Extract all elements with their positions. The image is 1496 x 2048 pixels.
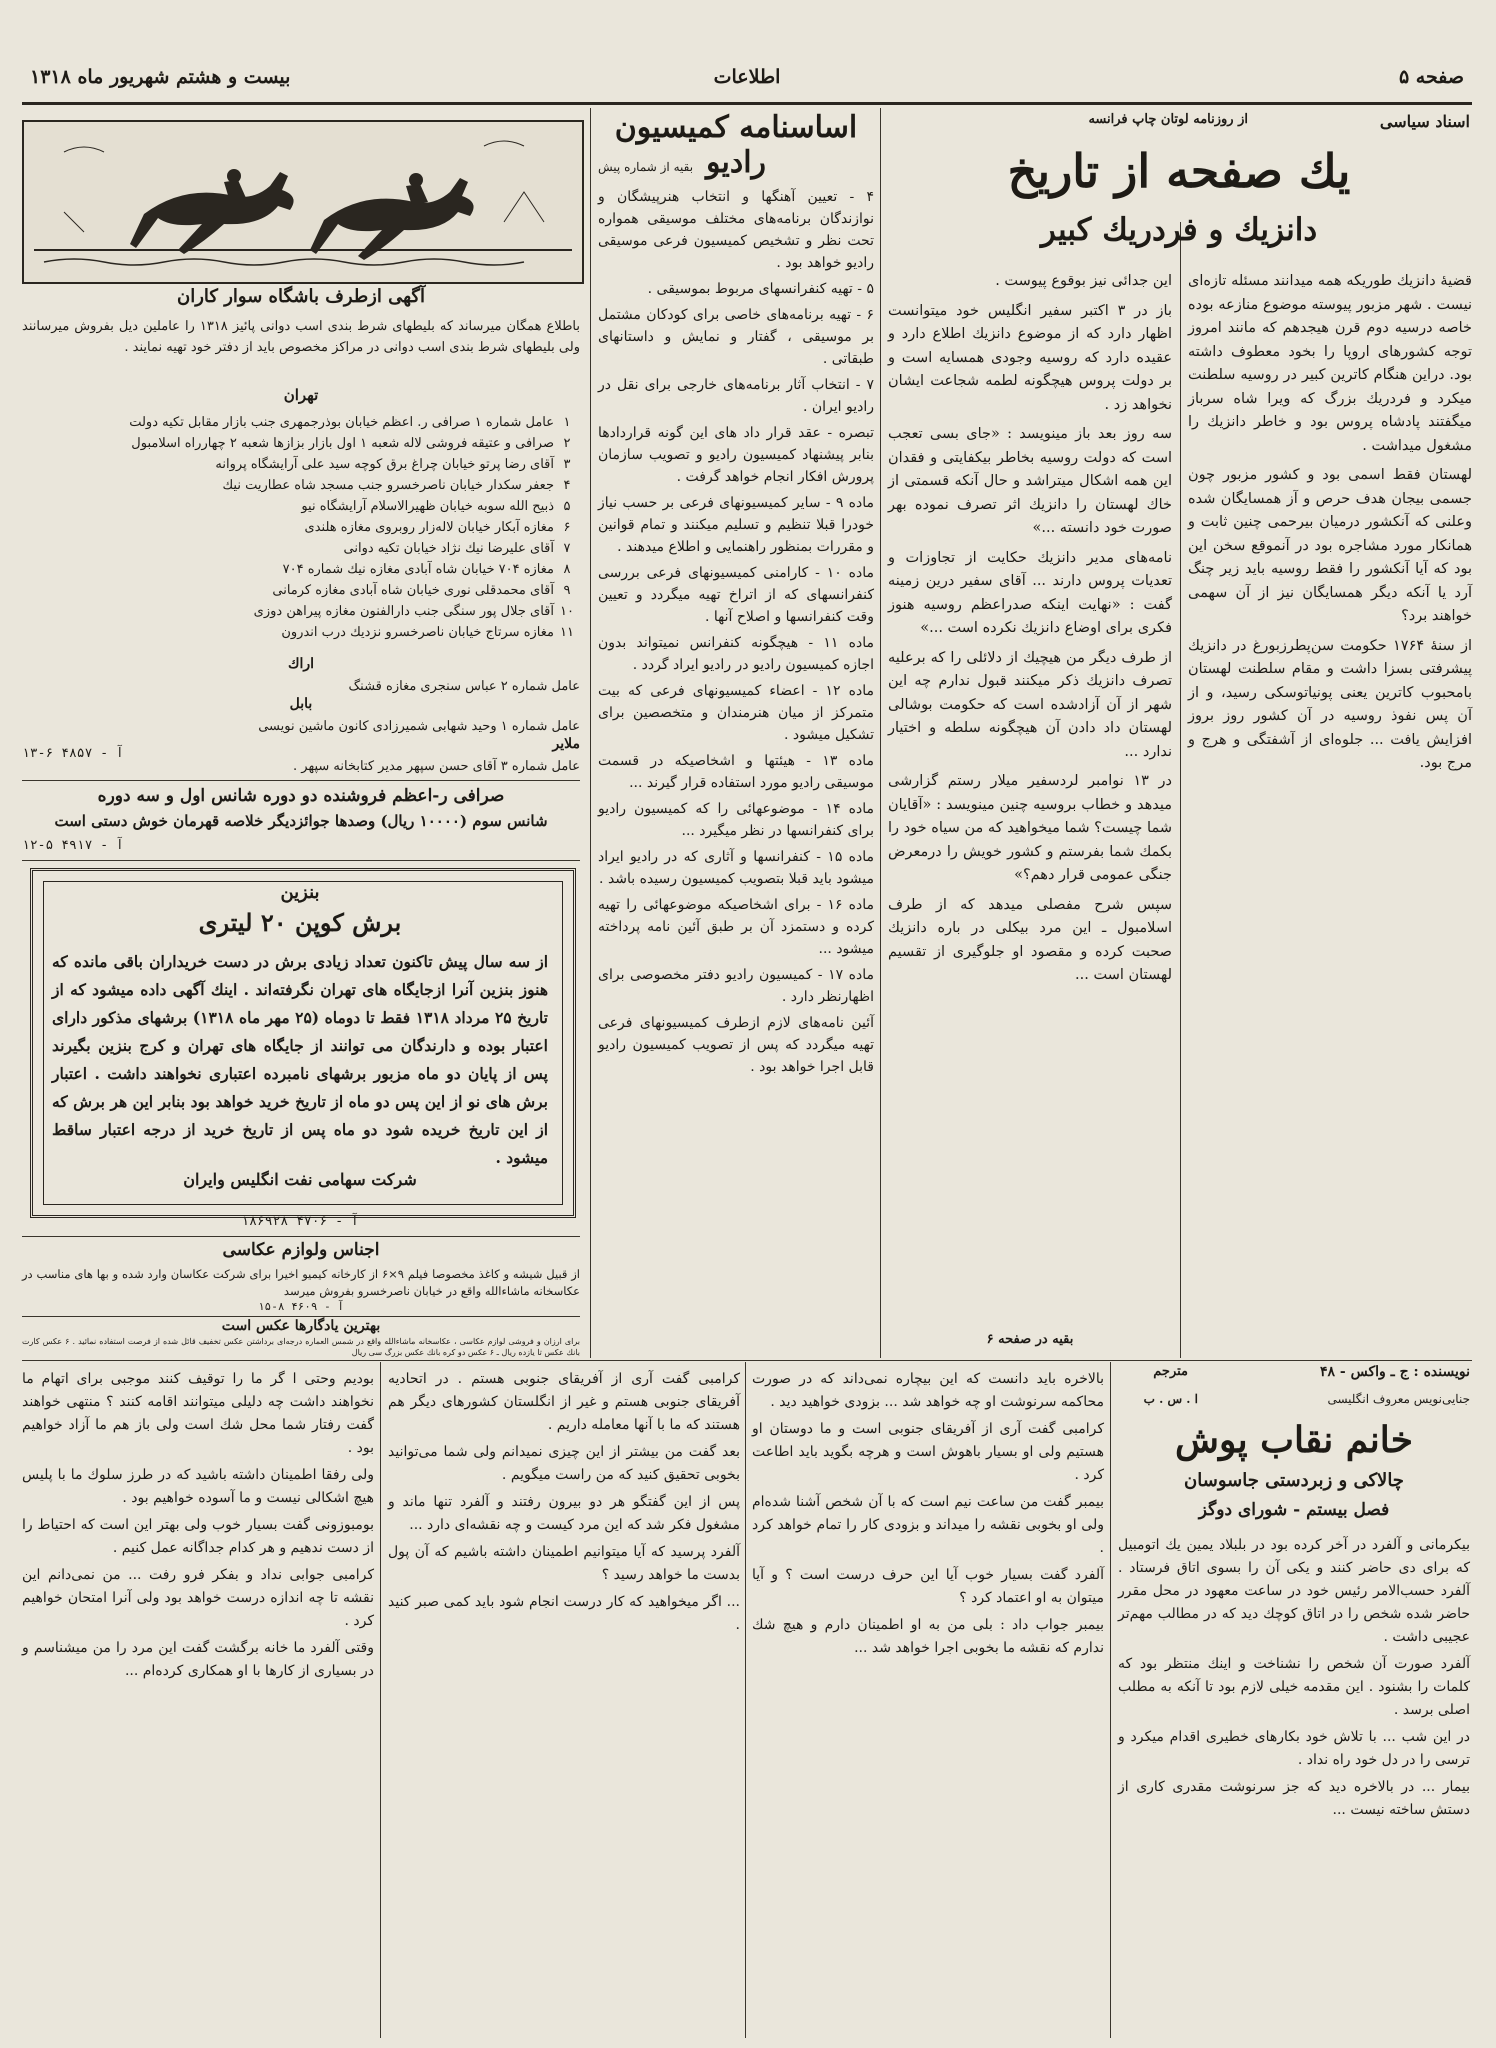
article-subhead: دانزیك و فردریك كبیر	[1040, 212, 1318, 248]
horse-ad-text: باطلاع همگان میرساند كه بلیطهای شرط بندی اسب دوانی پائیز ۱۳۱۸ را عاملین دیل بفروش میرسانند ولی بلیطهای شرط بندی اسب دوانی در مراكز مخصوص باید از دفتر خود تهیه نمایند .	[22, 319, 580, 355]
ad-code: آ - ۴۶۰۹ ۸-۱۵	[257, 1300, 345, 1313]
section-label: اسناد سیاسی	[1379, 112, 1470, 131]
paragraph: در ۱۳ نوامبر لردسفیر میلار رستم گزارشی میدهد و خطاب بروسیه چنین مینویسد : «آقایان شما چیست؟ شما میخواهید كه من سیاه خود را بكمك شما بفرستم و كشور خویش را درمعرض جنگی عمومی قرار دهم؟»	[888, 773, 1172, 883]
list-item	[22, 601, 580, 622]
serial-author-note: جنایی‌نویس معروف انگلیسی	[1327, 1392, 1470, 1406]
source-label: از روزنامه لوتان چاپ فرانسه	[1088, 112, 1248, 127]
paragraph: سه روز بعد باز مینویسد : «جای بسی تعجب است كه دولت روسیه بخاطر بیكفایتی و فقدان این همه اشكال میتراشد و حال آنكه قسمتی از خاك لهستان را دانزیك اثر تصرف نموده بهر صورت خود دانسته ...»	[888, 426, 1172, 536]
issue-date: بیست و هشتم شهریور ماه ۱۳۱۸	[30, 66, 291, 88]
paragraph: بعد گفت من بیشتر از این چیزی نمیدانم ولی شما می‌توانید بخوبی تحقیق كنید كه من راست میگویم .	[388, 1444, 740, 1483]
continued-note: بقیه در صفحه ۶	[986, 1332, 1074, 1347]
page-number: صفحه ۵	[1398, 66, 1464, 88]
malayer-text: عامل شماره ۳ آقای حسن سپهر مدیر كتابخانه سپهر .	[293, 759, 580, 774]
paragraph: ماده ۱۷ - كمیسیون رادیو دفتر مخصوصی برای اظهارنظر دارد .	[598, 967, 874, 1005]
item-text: صرافی و عتیقه فروشی لاله شعبه ۱ اول بازار بزازها شعبه ۲ چهارراه اسلامبول	[131, 436, 554, 451]
item-number: ۱۱	[560, 625, 574, 640]
paragraph: بیمبر گفت من ساعت نیم است كه با آن شخص آشنا شده‌ام ولی او بخوبی نقشه را میداند و بزودی كار را تمام خواهد كرد .	[752, 1494, 1104, 1556]
paragraph: بیمار ... در بالاخره دید كه جز سرنوشت مقدری كاری از دستش ساخته نیست ...	[1118, 1779, 1470, 1818]
petrol-headline: برش كوپن ۲۰ لیتری	[198, 908, 402, 937]
item-text: عامل شماره ۱ صرافی ر. اعظم خیابان بوذرجمهری جنب بازار مقابل تكیه دولت	[129, 415, 554, 430]
paragraph: كرامبی گفت آری از آفریقای جنوبی است و ما دوستان او هستیم ولی او بسیار باهوش است و هرچه بگوید باید اطاعت كرد .	[752, 1421, 1104, 1483]
photo-supplies-text: از قبیل شیشه و كاغذ مخصوصا فیلم ۹×۶ از كارخانه كیمیو اخیرا برای شركت عكاسان وارد شده و بها های مناسب در عكاسخانه ماشاءالله واقع در خیابان ناصرخسرو بفروش میرسد	[22, 1267, 580, 1298]
item-number: ۱۰	[560, 604, 574, 619]
divider-right	[1180, 222, 1181, 1358]
paragraph: قضیهٔ دانزیك طوریكه همه میدانند مسئله تازه‌ای نیست . شهر مزبور پیوسته موضوع منازعه بوده خاصه درسیه دوم قرن هیجدهم كه مانند امروز توجه كشورهای اروپا را بخود معطوف داشته بود. دراین هنگام كاترین كبیر در روسیه سلطنت میكرد و فردریك بزرگ كه ویرا شاه سرباز میگفتند پادشاه پروس بود و خاطر دانزیك را مشغول میداشت .	[1188, 273, 1472, 454]
divider	[745, 1362, 746, 2038]
paragraph: ۷ - انتخاب آثار برنامه‌های خارجی برای نقل در رادیو ایران .	[598, 377, 874, 415]
item-number: ۸	[563, 562, 571, 577]
list-item	[22, 559, 580, 580]
paragraph: ماده ۱۳ - هیئتها و اشخاصیكه در قسمت موسیقی رادیو مورد استفاده قرار گیرند ...	[598, 753, 874, 791]
item-text: آقای جلال پور سنگی جنب دارالفنون مغازه پیراهن دوزی	[253, 604, 554, 619]
paragraph: كرامبی جوابی نداد و بفكر فرو رفت ... من نمی‌دانم این نقشه تا چه اندازه درست خواهد بود ولی آنرا امتحان خواهیم كرد .	[22, 1567, 374, 1629]
history-column-right	[1188, 270, 1472, 776]
serial-chapter: فصل بیستم - شورای دوگز	[1198, 1500, 1390, 1520]
paragraph: از سنهٔ ۱۷۶۴ حكومت سن‌پطرزبورغ در دانزیك پیشرفتی بسزا داشت و مقام سلطنت لهستان بامحبوب كاترین یعنی پونیاتوسكی رسید، و از آن پس نفوذ روسیه در آن كشور روز بروز افزایش یافت ... جلوه‌ای از آشفتگی و هرج و مرج بود.	[1188, 637, 1472, 771]
radio-body	[598, 186, 874, 1078]
paragraph: بیكرمانی و آلفرد در آخر كرده بود در بلبلاد یمین یك اتومبیل كه برای دی حاضر كنند و یکی آن را بسوی اتاق فرستاد . آلفرد حسب‌الامر رئیس خود در ساعت معهود در محل مقرر حاضر شده شخص را در اتاق كوچك دید كه در مطالب مهم‌تر عجیبی داشت .	[1118, 1537, 1470, 1645]
item-text: آقای رضا پرتو خیابان چراغ برق كوچه سید علی آرایشگاه پروانه	[215, 457, 554, 472]
paper-name: اطلاعات	[713, 66, 781, 88]
paragraph: آئین نامه‌های لازم ازطرف كمیسیونهای فرعی تهیه میگردد كه پس از تصویب كمیسیون رادیو قابل اجرا خواهد بود .	[598, 1015, 874, 1075]
arak-label: اراك	[287, 656, 315, 672]
serial-author: نویسنده : ج ـ واکس - ۴۸	[1320, 1364, 1470, 1380]
ad-code: آ - ۴۸۵۷ ۶-۱۳	[22, 746, 124, 761]
item-text: مغازه آبكار خیابان لاله‌زار روبروی مغازه هلندی	[304, 520, 554, 535]
paragraph: كرامبی گفت آری از آفریقای جنوبی هستم . در اتحادیه آفریقای جنوبی هستم و غیر از انگلستان كشورهای دیگر هم هستند كه ما با آنها معامله داریم .	[388, 1371, 740, 1433]
paragraph: آلفرد صورت آن شخص را نشناخت و اینك منتظر بود كه كلمات را بشنود . این مقدمه خیلی لازم بود تا آنكه به مطلب اصلی برسد .	[1118, 1656, 1470, 1718]
item-text: آقای علیرضا نیك نژاد خیابان تكیه دوانی	[343, 541, 554, 556]
rule	[22, 1316, 580, 1317]
item-number: ۶	[563, 520, 571, 535]
list-item	[22, 538, 580, 559]
serial-code: ا . س . ب	[1143, 1392, 1198, 1406]
paragraph: لهستان فقط اسمی بود و كشور مزبور چون جسمی بیجان هدف حرص و آز همسایگان شده وعلنی كه آنكشور درمیان بیرحمی چنین ثابت و همانكار مورد مشاجره بود در آنموقع سخن این بود كه آیا آنكشور را فقط روسیه باید زیر چنگ آرد یا آنكه دیگر همسایگان نیز از آن سهمی خواهند برد؟	[1188, 467, 1472, 624]
list-item	[22, 580, 580, 601]
paragraph: آلفرد پرسید كه آیا میتوانیم اطمینان داشته باشیم كه آن پول بدست ما خواهد رسید ؟	[388, 1544, 740, 1583]
list-item	[22, 412, 580, 433]
article-headline: یك صفحه از تاریخ	[1007, 144, 1351, 198]
serial-translator: مترجم	[1153, 1364, 1188, 1379]
paragraph: ۴ - تعیین آهنگها و انتخاب هنرپیشگان و نوازندگان برنامه‌های مختلف موسیقی همواره تحت نظر و تشخیص كمیسیون فرعی موسیقی رادیو خواهد بود .	[598, 189, 874, 271]
ad-code: آ - ۴۷۰۶ ۱۸۶۹۲۸	[241, 1214, 359, 1229]
sarrafi-line-2: شانس سوم (۱۰۰۰۰ ریال) وصدها جوائزدیگر خلاصه قهرمان خوش دستی است	[54, 812, 548, 830]
item-number: ۹	[563, 583, 571, 598]
paragraph: ولی رفقا اطمینان داشته باشید كه در طرز سلوك ما با پلیس هیچ اشكالی نیست و ما آسوده خواهیم بود .	[22, 1467, 374, 1506]
masthead-rule	[22, 102, 1472, 105]
serial-col-1	[1118, 1534, 1470, 1822]
rule	[22, 860, 580, 861]
photo-reminder-title: بهترین یادگارها عكس است	[221, 1318, 381, 1334]
tehran-label: تهران	[283, 386, 319, 404]
arak-text: عامل شماره ۲ عباس سنجری مغازه قشنگ	[348, 679, 580, 694]
paragraph: ماده ۱۲ - اعضاء كمیسیونهای فرعی كه بیت متمرکز از میان هنرمندان و متخصصین برای تشكیل میشود .	[598, 683, 874, 743]
item-text: مغازه ۷۰۴ خیابان شاه آبادی مغازه نیك شماره ۷۰۴	[282, 562, 554, 577]
paragraph: بیمبر جواب داد : بلی من به او اطمینان دارم و هیچ شك ندارم كه نقشه ما بخوبی اجرا خواهد شد ...	[752, 1617, 1104, 1656]
serial-rule	[22, 1360, 1472, 1361]
history-column-left	[888, 270, 1172, 988]
radio-continued-from: بقیه از شماره پیش	[598, 160, 694, 174]
item-number: ۳	[563, 457, 571, 472]
ad-code: آ - ۴۹۱۷ ۵-۱۲	[22, 838, 124, 853]
masthead	[22, 58, 1472, 102]
serial-subtitle: چالاکی و زبردستی جاسوسان	[1184, 1470, 1404, 1491]
paragraph: بودیم وحتی ا گر ما را توقیف كنند موجبی برای اتهام ما نخواهند داشت چه دلیلی میتوانند اقامه كنند ؟ منتهی خواهند گفت رفتار شما محل شك است ولی باز هم ما آزاد خواهیم بود .	[22, 1371, 374, 1456]
serial-col-4	[22, 1368, 374, 1683]
photo-supplies-title: اجناس ولوازم عكاسی	[222, 1240, 380, 1260]
paragraph: ماده ۱۱ - هیچگونه كنفرانس نمیتواند بدون اجازه كمیسیون رادیو در رادیو ایراد گردد .	[598, 635, 874, 673]
paragraph: پس از این گفتگو هر دو بیرون رفتند و آلفرد تنها ماند و مشغول فكر شد كه این مرد كیست و چه نقشه‌ای دارد ...	[388, 1494, 740, 1533]
paragraph: از طرف دیگر من هیچیك از دلائلی را كه برعلیه تصرف دانزیك ذكر میكنند قبول ندارم چه این شهر از آن آزادشده است كه حكومت بوشالی لهستان داد دادن آن هیچگونه سلطه و اختیار ندارد ...	[888, 649, 1172, 760]
petrol-company: شركت سهامی نفت انگلیس وایران	[183, 1170, 417, 1189]
list-item	[22, 496, 580, 517]
paragraph: ماده ۱۶ - برای اشخاصیكه موضوعهائی را تهیه كرده و دستمزد آن بر طبق آئین نامه پرداخته میشود ...	[598, 897, 874, 957]
horse-race-illustration	[22, 120, 584, 284]
petrol-title: بنزین	[280, 882, 320, 903]
paragraph: ماده ۱۰ - كارامنی كمیسیونهای فرعی بررسی كنفرانسهای كه از اتراخ تهیه میگردد و تعیین وقت كنفرانسها و اصلاح آنها .	[598, 565, 874, 625]
list-item	[22, 517, 580, 538]
item-text: آقای محمدقلی نوری خیابان شاه آبادی مغازه كرمانی	[272, 583, 554, 598]
horse-ad-title: آگهی ازطرف باشگاه سوار كاران	[176, 286, 426, 307]
list-item	[22, 475, 580, 496]
paragraph: ... اگر میخواهید كه كار درست انجام شود باید كمی صبر كنید .	[388, 1594, 740, 1633]
radio-title: اساسنامه كمیسیون رادیو	[614, 110, 858, 180]
divider	[1110, 1362, 1111, 2038]
racing-horses-icon	[24, 122, 582, 282]
paragraph: نامه‌های مدیر دانزیك حكایت از تجاوزات و تعدیات پروس دارند ... آقای سفیر درین زمینه گفت : «نهایت اینكه صدراعظم روسیه هنوز فكری برای اوضاع دانزیك نكرده است ...»	[888, 549, 1172, 636]
item-number: ۵	[563, 499, 571, 514]
babol-text: عامل شماره ۱ وحید شهابی شمیرزادی كانون ماشین نویسی	[258, 719, 580, 734]
divider	[380, 1362, 381, 2038]
paragraph: این جدائی نیز بوقوع پیوست .	[995, 273, 1172, 289]
item-text: مغازه سرتاج خیابان ناصرخسرو نزدیك درب اندرون	[281, 625, 554, 640]
paragraph: بومبوزونی گفت بسیار خوب ولی بهتر این است كه احتیاط را از دست ندهیم و هر كدام جداگانه عمل كنیم .	[22, 1517, 374, 1556]
paragraph: آلفرد گفت بسیار خوب آیا این حرف درست است ؟ و آیا میتوان به او اعتماد كرد ؟	[752, 1567, 1104, 1606]
list-item	[22, 454, 580, 475]
rule	[22, 1236, 580, 1237]
divider-left	[590, 108, 591, 1358]
item-text: ذبیح الله سوبه خیابان ظهیرالاسلام آرایشگاه نیو	[301, 499, 554, 514]
paragraph: وقتی آلفرد ما خانه برگشت گفت این مرد را من میشناسم و در بسیاری از كارها با او همكاری كرده‌ام ...	[22, 1640, 374, 1679]
paragraph: ۵ - تهیه كنفرانسهای مربوط بموسیقی .	[647, 281, 874, 297]
paragraph: باز در ۳ اكتبر سفیر انگلیس خود میتوانست اظهار دارد كه از موضوع دانزیك اطلاع دارد و عقیده دارد كه روسیه وجودی همسایه است و بر دولت پروس هیچگونه لطمه شجاعت ایشان نخواهد زد .	[888, 302, 1172, 413]
list-item	[22, 622, 580, 643]
petrol-text: از سه سال پیش تاكنون تعداد زیادی برش در دست خریداران باقی مانده كه هنوز بنزین آنرا ازجایگاه های تهران نگرفته‌اند . اینك آگهی داده میشود كه از تاریخ ۲۵ مرداد ۱۳۱۸ فقط تا دوماه (۲۵ مهر ماه ۱۳۱۸) برشهای مذكور دارای اعتبار بوده و دارندگان می توانند از جایگاه های تهران و كرج بنزین بگیرند پس از پایان دو ماه مزبور برشهای نامبرده اعتباری نخواهند داشت . اعتبار برش های نو از این پس دو ماه از تاریخ خرید خواهد بود بنابر این هر برش كه از این تاریخ خریده شود دو ماه پس از تاریخ خرید از درجه اعتبار ساقط میشود .	[52, 952, 548, 1167]
divider-mid	[880, 108, 881, 1358]
paragraph: ماده ۹ - سایر كمیسیونهای فرعی بر حسب نیاز خودرا قبلا تنظیم و تسلیم میكنند و تمام قوانین و مقررات بمنظور راهنمایی و اطلاع میدهند .	[598, 495, 874, 555]
serial-col-2	[752, 1368, 1104, 1660]
paragraph: ۶ - تهیه برنامه‌های خاصی برای كودكان مشتمل بر موسیقی ، گفتار و نمایش و داستانهای طبقاتی .	[598, 307, 874, 367]
paragraph: سپس شرح مفصلی میدهد كه از طرف اسلامبول ـ این مرد بیكلی در باره دانزیك صحبت كرده و مقصود او جلوگیری از تقسیم لهستان است ...	[888, 896, 1172, 983]
paragraph: بالاخره باید دانست كه این بیچاره نمی‌داند كه در صورت محاکمه سرنوشت او چه خواهد شد ... بزودی خواهید دید .	[752, 1371, 1104, 1410]
item-number: ۲	[563, 436, 571, 451]
paragraph: تبصره - عقد قرار داد های این گونه قراردادها بنابر پیشنهاد كمیسیون رادیو و تصویب سازمان پرورش افكار انجام خواهد گرفت .	[598, 425, 874, 485]
serial-col-3	[388, 1368, 740, 1637]
photo-reminder-text: برای ارزان و فروشی لوازم عكاسی ، عكاسخانه ماشاءالله واقع در شمس العماره درجه‌ای برداشتن عكس تخفیف قائل شده از فرصت استفاده نمائید . ۶ عكس كارت بانك عكس تا یازده ریال ـ ۶ عكس دو كره بانك عكس بزرگ سی ریال	[22, 1337, 580, 1357]
list-item	[22, 433, 580, 454]
babol-label: بابل	[289, 696, 313, 712]
paragraph: ماده ۱۵ - كنفرانسها و آثاری كه در رادیو ایراد میشود باید قبلا بتصویب كمیسیون رسیده باشد .	[598, 849, 874, 887]
item-number: ۷	[563, 541, 571, 556]
item-number: ۴	[563, 478, 571, 493]
paragraph: در این شب ... با تلاش خود بكارهای خطیری اقدام میكرد و ترسی را در دل خود راه نداد .	[1118, 1729, 1470, 1768]
malayer-label: ملایر	[552, 736, 580, 752]
serial-title: خانم نقاب پوش	[1175, 1419, 1413, 1461]
item-number: ۱	[563, 415, 571, 430]
item-text: جعفر سكدار خیابان ناصرخسرو جنب مسجد شاه عطاریت نیك	[222, 478, 554, 493]
rule	[22, 780, 580, 781]
agents-list	[22, 412, 580, 652]
sarrafi-line-1: صرافی ر-اعظم فروشنده دو دوره شانس اول و سه دوره	[97, 786, 505, 806]
paragraph: ماده ۱۴ - موضوعهائی را كه كمیسیون رادیو برای كنفرانسها در نظر میگیرد ...	[598, 801, 874, 839]
